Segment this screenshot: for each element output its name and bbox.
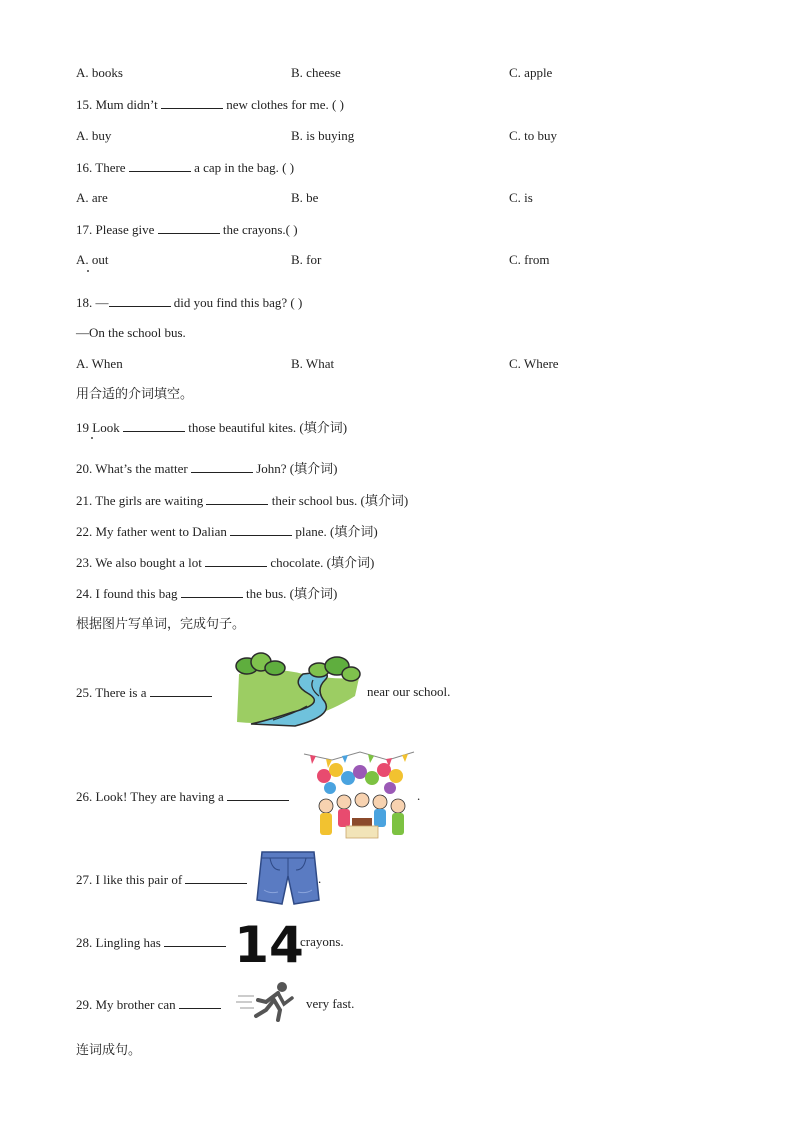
runner-icon — [236, 980, 298, 1024]
question-24 — [76, 585, 337, 602]
q18-option-c: C. Where — [509, 356, 559, 371]
question-26 — [76, 788, 289, 805]
river-icon — [233, 650, 363, 728]
q16-stem-end: a cap in the bag. ( ) — [194, 160, 295, 175]
q25-stem-end: near our school. — [367, 684, 451, 699]
q28-stem-start: 28. Lingling has — [76, 935, 161, 950]
q26-stem-start: 26. Look! They are having a — [76, 789, 224, 804]
party-icon — [302, 746, 416, 842]
q29-stem-end: very fast. — [306, 996, 355, 1011]
q18-option-a: A. When — [76, 356, 123, 371]
question-18 — [76, 294, 302, 311]
q21-stem-start: 21. The girls are waiting — [76, 493, 204, 508]
question-20 — [76, 460, 337, 477]
question-25 — [76, 684, 212, 701]
answer-blank[interactable] — [205, 554, 267, 567]
q15-stem-end: new clothes for me. ( ) — [226, 97, 344, 112]
q17-option-c: C. from — [509, 252, 550, 267]
q24-stem-end: the bus. (填介词) — [245, 586, 338, 601]
answer-blank[interactable] — [230, 523, 292, 536]
q15-option-b: B. is buying — [291, 128, 355, 143]
q18-stem-end: did you find this bag? ( ) — [173, 295, 303, 310]
shorts-icon — [256, 850, 320, 906]
number-fourteen-image — [234, 915, 304, 974]
q14-option-b: B. cheese — [291, 65, 341, 80]
q15-stem-start: 15. Mum didn’t — [76, 97, 158, 112]
question-16 — [76, 159, 294, 176]
q22-stem-end: plane. (填介词) — [295, 524, 378, 539]
q26-stem-end: . — [417, 788, 421, 803]
question-27 — [76, 871, 247, 888]
section-title-prepositions: 用合适的介词填空。 — [76, 387, 194, 402]
question-15 — [76, 96, 344, 113]
question-21 — [76, 492, 408, 509]
q18-answer-line: —On the school bus. — [76, 325, 186, 340]
q17-stem-end: the crayons.( ) — [222, 222, 298, 237]
q16-stem-start: 16. There — [76, 160, 126, 175]
q18-option-b: B. What — [291, 356, 335, 371]
answer-blank[interactable] — [185, 871, 247, 884]
q24-stem-start: 24. I found this bag — [76, 586, 178, 601]
q16-option-b: B. be — [291, 190, 319, 205]
q16-option-c: C. is — [509, 190, 533, 205]
answer-blank[interactable] — [206, 492, 268, 505]
question-28 — [76, 934, 226, 951]
question-23 — [76, 554, 374, 571]
q14-option-a: A. books — [76, 65, 123, 80]
q17-stem-start: 17. Please give — [76, 222, 155, 237]
q23-stem-start: 23. We also bought a lot — [76, 555, 202, 570]
q17-option-b: B. for — [291, 252, 322, 267]
answer-blank[interactable] — [227, 788, 289, 801]
scan-dot — [87, 270, 89, 272]
question-29 — [76, 996, 221, 1013]
q18-stem-start: 18. — — [76, 295, 109, 310]
q23-stem-end: chocolate. (填介词) — [270, 555, 375, 570]
answer-blank[interactable] — [164, 934, 226, 947]
question-22 — [76, 523, 378, 540]
question-17 — [76, 221, 298, 238]
answer-blank[interactable] — [150, 684, 212, 697]
answer-blank[interactable] — [191, 460, 253, 473]
q27-stem-start: 27. I like this pair of — [76, 872, 183, 887]
number-fourteen-text: 14 — [234, 916, 304, 974]
q25-stem-start: 25. There is a — [76, 685, 147, 700]
q22-stem-start: 22. My father went to Dalian — [76, 524, 227, 539]
section-title-picture-words: 根据图片写单词，完成句子。 — [76, 617, 246, 632]
q20-stem-end: John? (填介词) — [256, 461, 338, 476]
answer-blank[interactable] — [109, 294, 171, 307]
q19-stem-end: those beautiful kites. (填介词) — [188, 420, 348, 435]
q19-stem-start: 19 Look — [76, 420, 120, 435]
q17-option-a: A. out — [76, 252, 109, 267]
q15-option-a: A. buy — [76, 128, 112, 143]
answer-blank[interactable] — [129, 159, 191, 172]
answer-blank[interactable] — [179, 996, 221, 1009]
answer-blank[interactable] — [181, 585, 243, 598]
q15-option-c: C. to buy — [509, 128, 558, 143]
answer-blank[interactable] — [123, 419, 185, 432]
q20-stem-start: 20. What’s the matter — [76, 461, 188, 476]
question-19 — [76, 419, 347, 436]
q28-stem-end: crayons. — [300, 934, 344, 949]
section-title-word-order: 连词成句。 — [76, 1043, 142, 1058]
answer-blank[interactable] — [158, 221, 220, 234]
q21-stem-end: their school bus. (填介词) — [271, 493, 409, 508]
scan-dot — [91, 437, 93, 439]
q16-option-a: A. are — [76, 190, 108, 205]
answer-blank[interactable] — [161, 96, 223, 109]
q29-stem-start: 29. My brother can — [76, 997, 176, 1012]
q27-stem-end: . — [318, 871, 322, 886]
q14-option-c: C. apple — [509, 65, 553, 80]
